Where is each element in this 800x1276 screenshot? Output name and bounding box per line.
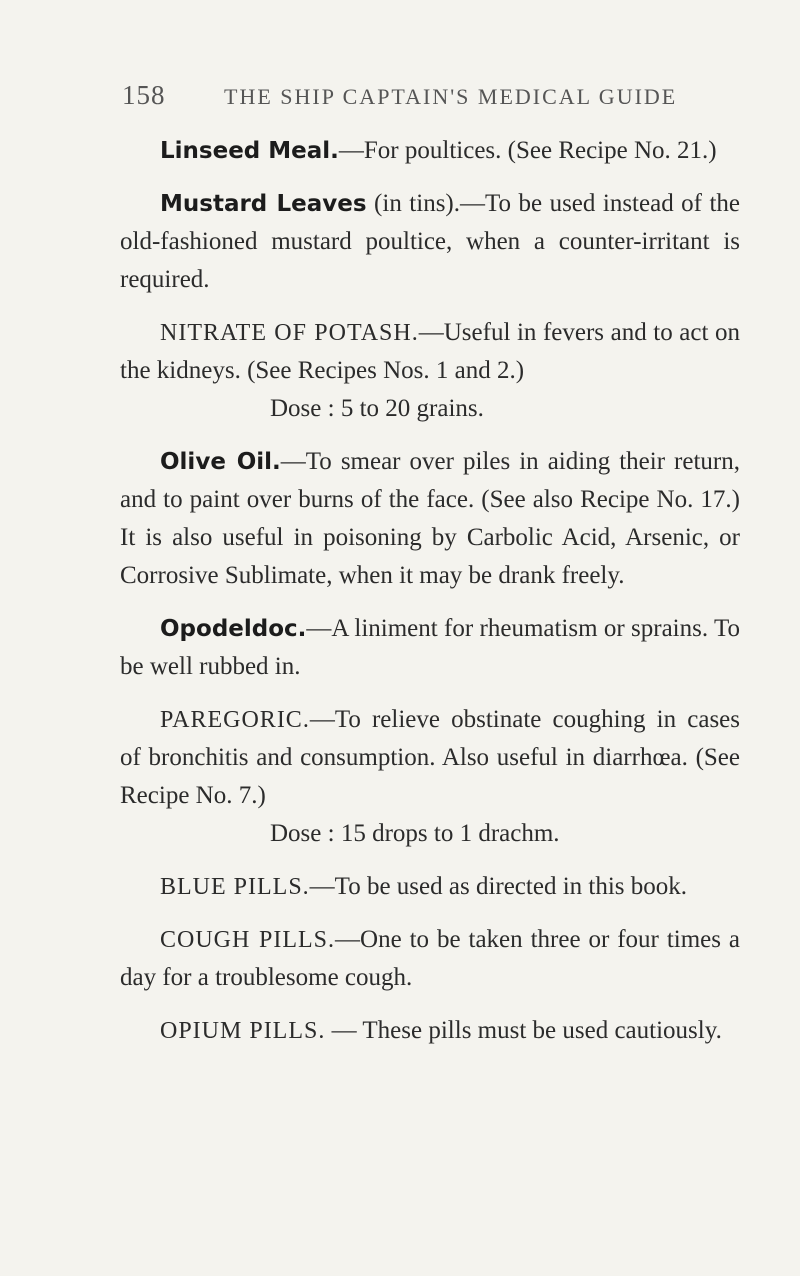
- entry-text: —To be used as directed in this book.: [309, 873, 688, 900]
- body-text: [120, 132, 740, 1065]
- entry-heading: BLUE PILLS.: [160, 874, 310, 900]
- entry-dose: Dose : 15 drops to 1 drachm.: [270, 820, 560, 847]
- page-number: 158: [122, 80, 166, 110]
- entry-linseed-meal: [120, 132, 740, 170]
- entry-text: —Useful in fevers and to act on the kidneys. (See Recipes Nos. 1 and 2.): [120, 319, 740, 384]
- entry-text: —To relieve obstinate coughing in cases of bronchitis and consumption. Also useful in diarrhœa. (See Recipe No. 7.): [120, 706, 740, 809]
- entry-text: (in tins).—To be used instead of the old-fashioned mustard poultice, when a counter-irritant is required.: [120, 190, 741, 293]
- entry-text: — These pills must be used cautiously.: [325, 1017, 722, 1044]
- entry-heading: COUGH PILLS.: [160, 927, 336, 953]
- entry-mustard-leaves: [120, 185, 740, 299]
- entry-olive-oil: [120, 443, 740, 595]
- entry-text: —To smear over piles in aiding their return, and to paint over burns of the face. (See also Recipe No. 17.) It is also useful in poisoning by Carbolic Acid, Arsenic, or Corrosive Sublimate, when it may be drank freely.: [120, 448, 741, 589]
- entry-nitrate-of-potash: [120, 314, 740, 428]
- running-header: [122, 80, 682, 120]
- entry-heading: PAREGORIC.: [160, 707, 310, 733]
- entry-text: —A liniment for rheumatism or sprains. To be well rubbed in.: [120, 615, 740, 680]
- entry-dose: Dose : 5 to 20 grains.: [270, 395, 484, 422]
- entry-text: —One to be taken three or four times a day for a troublesome cough.: [120, 926, 741, 991]
- entry-blue-pills: [120, 868, 740, 906]
- entry-heading: Linseed Meal.: [160, 138, 339, 164]
- entry-paregoric: [120, 701, 740, 853]
- entry-text: —For poultices. (See Recipe No. 21.): [338, 137, 717, 164]
- entry-heading: Opodeldoc.: [160, 616, 307, 642]
- entry-heading: Mustard Leaves: [160, 191, 367, 217]
- entry-heading: Olive Oil.: [160, 449, 281, 475]
- entry-cough-pills: [120, 921, 740, 997]
- entry-heading: OPIUM PILLS.: [160, 1018, 326, 1044]
- entry-opodeldoc: [120, 610, 740, 686]
- running-title: THE SHIP CAPTAIN'S MEDICAL GUIDE: [224, 84, 678, 109]
- entry-heading: NITRATE OF POTASH.: [160, 320, 419, 346]
- entry-opium-pills: [120, 1012, 740, 1050]
